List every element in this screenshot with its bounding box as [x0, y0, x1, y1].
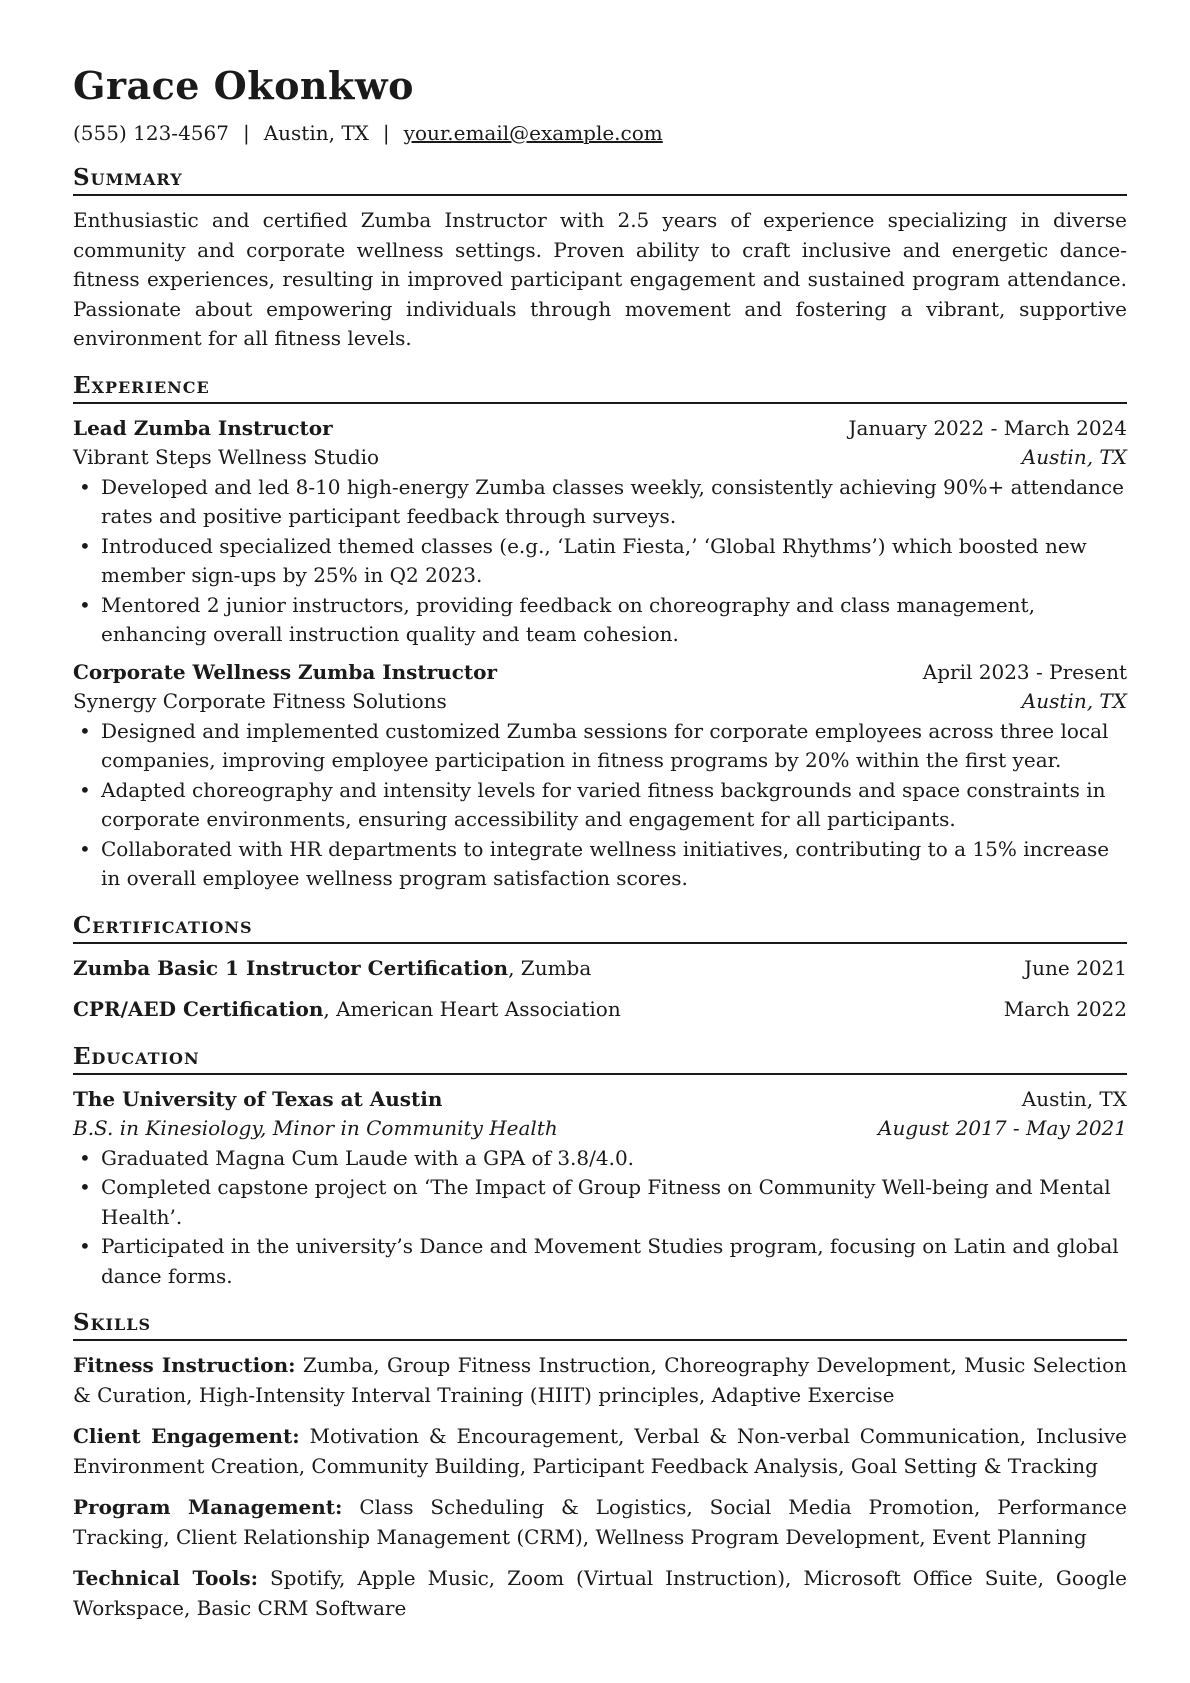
- job-company: Synergy Corporate Fitness Solutions: [73, 689, 447, 713]
- bullet-item: • Collaborated with HR departments to integrate wellness initiatives, contributing to a 15% increase in overall employee wellness program satisfaction scores.: [73, 835, 1127, 894]
- education-header: [73, 1085, 1127, 1115]
- cert-issuer: , American Heart Association: [323, 997, 621, 1021]
- section-title-education: Education: [73, 1043, 1127, 1075]
- school-name: The University of Texas at Austin: [73, 1086, 443, 1111]
- job-entry: [73, 414, 1127, 650]
- skill-entry: [73, 1564, 1127, 1623]
- education-dates: August 2017 - May 2021: [878, 1116, 1127, 1140]
- section-title-summary: Summary: [73, 164, 1127, 196]
- section-title-skills: Skills: [73, 1309, 1127, 1341]
- skill-text: Spotify, Apple Music, Zoom (Virtual Instruction), Microsoft Office Suite, Google Workspace, Basic CRM Software: [73, 1566, 1128, 1620]
- skill-label: Technical Tools:: [73, 1566, 258, 1590]
- skill-text: Zumba, Group Fitness Instruction, Choreography Development, Music Selection & Curation, High-Intensity Interval Training (HIIT) principles, Adaptive Exercise: [73, 1353, 1127, 1407]
- job-header: [73, 658, 1127, 688]
- job-dates: January 2022 - March 2024: [848, 415, 1127, 440]
- job-role: Corporate Wellness Zumba Instructor: [73, 659, 498, 684]
- contact-separator: |: [382, 121, 390, 145]
- bullet-item: • Designed and implemented customized Zumba sessions for corporate employees across three local companies, improving employee participation in fitness programs by 20% within the first year.: [73, 717, 1127, 776]
- cert-date: March 2022: [1003, 997, 1127, 1021]
- bullet-item: • Developed and led 8-10 high-energy Zumba classes weekly, consistently achieving 90%+ attendance rates and positive participant feedback through surveys.: [73, 473, 1127, 532]
- skill-entry: [73, 1351, 1127, 1410]
- certification-entry: [73, 995, 1127, 1025]
- job-role: Lead Zumba Instructor: [73, 415, 333, 440]
- education-subheader: [73, 1114, 1127, 1144]
- job-dates: April 2023 - Present: [922, 659, 1127, 684]
- candidate-name: Grace Okonkwo: [73, 63, 414, 108]
- contact-separator: |: [242, 121, 250, 145]
- job-entry: [73, 658, 1127, 894]
- certification-entry: [73, 954, 1127, 984]
- bullet-item: • Participated in the university’s Dance and Movement Studies program, focusing on Latin and global dance forms.: [73, 1232, 1127, 1291]
- cert-date: June 2021: [1024, 955, 1127, 980]
- section-title-experience: Experience: [73, 372, 1127, 404]
- location: Austin, TX: [263, 121, 369, 145]
- bullet-item: • Adapted choreography and intensity levels for varied fitness backgrounds and space constraints in corporate environments, ensuring accessibility and engagement for all participants.: [73, 776, 1127, 835]
- skill-label: Program Management:: [73, 1495, 343, 1519]
- job-company: Vibrant Steps Wellness Studio: [73, 445, 380, 469]
- cert-issuer: , Zumba: [508, 955, 592, 980]
- skill-label: Fitness Instruction:: [73, 1353, 296, 1377]
- email-link[interactable]: your.email@example.com: [403, 121, 663, 145]
- summary-text: Enthusiastic and certified Zumba Instructor with 2.5 years of experience specializing in diverse community and corporate wellness settings. Proven ability to craft inclusive and energetic dance-fitness experiences, resulting in improved participant engagement and sustained program attendance. Passionate about empowering individuals through movement and fostering a vibrant, supportive environment for all fitness levels.: [73, 208, 1127, 350]
- job-subheader: [73, 443, 1127, 473]
- bullet-item: • Mentored 2 junior instructors, providing feedback on choreography and class management, enhancing overall instruction quality and team cohesion.: [73, 591, 1127, 650]
- job-bullets: [73, 717, 1127, 894]
- degree: B.S. in Kinesiology, Minor in Community Health: [73, 1116, 558, 1140]
- skill-label: Client Engagement:: [73, 1424, 300, 1448]
- skill-entry: [73, 1422, 1127, 1481]
- bullet-item: • Completed capstone project on ‘The Impact of Group Fitness on Community Well-being and Mental Health’.: [73, 1173, 1127, 1232]
- bullet-item: • Introduced specialized themed classes (e.g., ‘Latin Fiesta,’ ‘Global Rhythms’) which boosted new member sign-ups by 25% in Q2 2023.: [73, 532, 1127, 591]
- contact-line: [73, 120, 1127, 146]
- job-bullets: [73, 473, 1127, 650]
- resume-page: [73, 0, 1127, 1623]
- school-location: Austin, TX: [1021, 1086, 1127, 1111]
- job-header: [73, 414, 1127, 444]
- bullet-item: • Graduated Magna Cum Laude with a GPA of 3.8/4.0.: [73, 1144, 1127, 1174]
- job-subheader: [73, 687, 1127, 717]
- section-title-certifications: Certifications: [73, 912, 1127, 944]
- skill-entry: [73, 1493, 1127, 1552]
- job-location: Austin, TX: [1021, 689, 1127, 713]
- skill-text: Motivation & Encouragement, Verbal & Non-verbal Communication, Inclusive Environment Creation, Community Building, Participant Feedback Analysis, Goal Setting & Tracking: [73, 1424, 1127, 1478]
- skill-text: Class Scheduling & Logistics, Social Media Promotion, Performance Tracking, Client Relationship Management (CRM), Wellness Program Development, Event Planning: [73, 1495, 1127, 1549]
- cert-name: CPR/AED Certification: [73, 997, 324, 1021]
- job-location: Austin, TX: [1021, 445, 1127, 469]
- education-bullets: [73, 1144, 1127, 1292]
- cert-name: Zumba Basic 1 Instructor Certification: [73, 955, 509, 980]
- phone-number: (555) 123-4567: [73, 121, 229, 145]
